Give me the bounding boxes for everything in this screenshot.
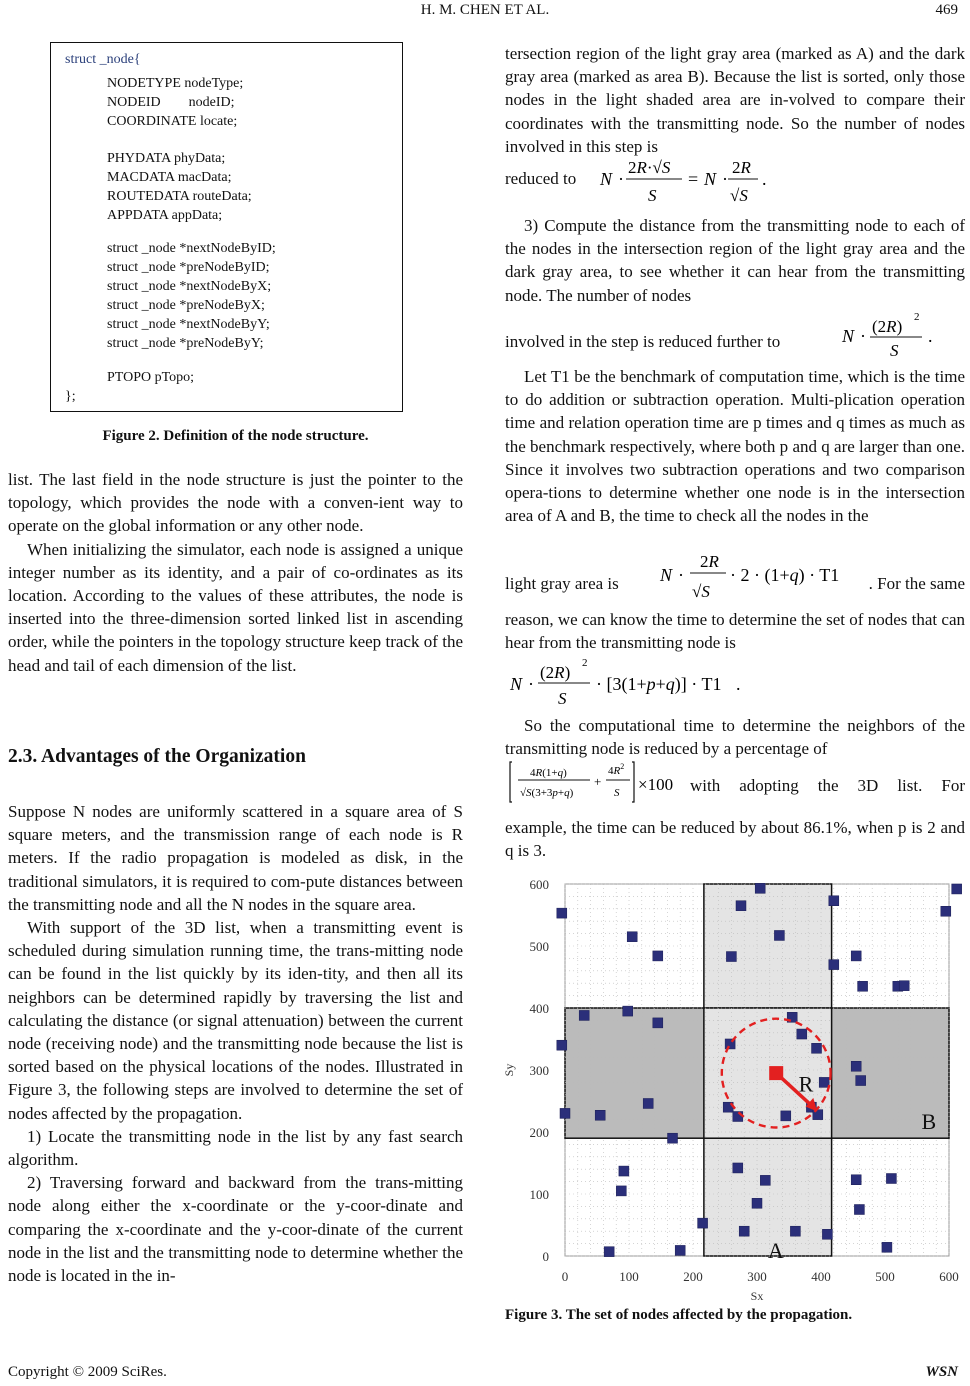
code-line: PTOPO pTopo; [107,370,195,385]
data-point [557,1040,567,1050]
svg-text:+: + [594,774,602,789]
svg-text:·: · [678,565,684,585]
section-heading: 2.3. Advantages of the Organization [8,746,306,767]
for-the-same-label: . For the same [868,574,965,593]
svg-text:·: · [528,674,534,694]
svg-text:· [3(1+p+q)] · T1: · [3(1+p+q)] · T1 [596,674,722,694]
svg-text:√S: √S [692,582,710,601]
copyright: Copyright © 2009 SciRes. [8,1364,167,1380]
data-point [851,1061,861,1071]
journal-name: WSN [925,1364,958,1380]
left-column-lower [8,800,463,1287]
data-point [790,1226,800,1236]
formula-hear-time [510,654,750,712]
code-line: struct _node *nextNodeByID; [107,241,276,256]
code-line: struct _node *nextNodeByX; [107,279,272,294]
data-point [557,908,567,918]
x-tick-label: 300 [747,1269,767,1284]
paragraph: 2) Traversing forward and backward from the trans-mitting node along either the x-coordinate or the y-coor-dinate and comparing the x-coordinate and the y-coor-dinate of the current node in the list and the transmitting node to determine whether the node is located in the in- [8,1173,463,1286]
data-point [941,906,951,916]
paragraph: 1) Locate the transmitting node in the list by any fast search algorithm. [8,1126,463,1170]
data-point [733,1163,743,1173]
svg-text:N: N [704,169,717,189]
svg-text:S: S [890,341,899,360]
data-point [736,901,746,911]
data-point [560,1108,570,1118]
right-column-block3 [505,365,965,527]
data-point [668,1133,678,1143]
data-point [653,1018,663,1028]
data-point [851,1175,861,1185]
data-point [882,1242,892,1252]
formula-reduced-to [600,147,780,207]
data-point [726,952,736,962]
y-axis-label: Sy [502,1063,516,1077]
svg-text:.: . [736,674,741,694]
right-column-block3b [505,608,965,654]
x-tick-label: 100 [619,1269,639,1284]
svg-text:=: = [688,169,699,189]
paragraph: When initializing the simulator, each node is assigned a unique integer number as its identity, and a pair of co-ordinates as its location. According to the values of these attributes, the node is inserted into the three-dimension sorted linked list in ascending order, while the pointers in the topology structure keep track of the head and tail of each dimension of the list. [8,539,463,675]
svg-text:N: N [510,674,523,694]
data-point [643,1098,653,1108]
x-tick-label: 500 [875,1269,895,1284]
running-authors: H. M. CHEN ET AL. [420,2,550,18]
left-column-upper [8,468,463,677]
data-point [698,1218,708,1228]
svg-text:N: N [600,169,613,189]
x-tick-label: 200 [683,1269,703,1284]
data-point [797,1029,807,1039]
y-tick-label: 0 [542,1249,549,1264]
light-gray-label: light gray area is [505,574,619,593]
data-point [952,884,962,894]
data-point [781,1111,791,1121]
data-point [854,1205,864,1215]
data-point [627,932,637,942]
svg-text:√S: √S [730,186,748,205]
data-point [595,1110,605,1120]
svg-text:S: S [614,787,620,799]
code-line: ROUTEDATA routeData; [107,189,252,204]
formula-involved [842,310,952,362]
svg-text:√S(3+3p+q): √S(3+3p+q) [520,787,574,799]
x-tick-label: 600 [939,1269,959,1284]
data-point [886,1174,896,1184]
data-point [760,1175,770,1185]
svg-text:N: N [660,565,673,585]
data-point [812,1043,822,1053]
y-tick-label: 400 [529,1001,549,1016]
paragraph: Let T1 be the benchmark of computation time, which is the time to do addition or subtraction operation. Multi-plication operation time and relation operation time are p times and q times as much as the benchmark respectively, where both p and q are larger than one. Since it involves two subtraction operations and two comparison opera-tions to determine whether one node is in the intersection area of A and B, the time to check all the nodes in the [505,367,965,526]
code-line: PHYDATA phyData; [107,151,226,166]
figure3-chart [502,876,965,1303]
data-point [819,1077,829,1087]
svg-text:.: . [762,169,767,189]
svg-text:·: · [618,169,624,189]
data-point [623,1006,633,1016]
data-point [774,930,784,940]
svg-text:S: S [558,689,567,708]
code-line: struct _node{ [65,52,141,67]
x-tick-label: 400 [811,1269,831,1284]
paragraph: example, the time can be reduced by about 86.1%, when p is 2 and q is 3. [505,818,965,861]
data-point [752,1198,762,1208]
data-point [899,981,909,991]
paragraph: Suppose N nodes are uniformly scattered in a square area of S square meters, and the transmission range of each node is R meters. If the radio propagation is modeled as disk, in the traditional simulators, it is required to com-pute distances between the transmitting node and all the N nodes in the square area. [8,802,463,914]
data-point [822,1229,832,1239]
data-point [856,1076,866,1086]
formula-percentage [508,760,688,808]
paragraph: So the computational time to determine the neighbors of the transmitting node is reduced by a percentage of [505,716,965,759]
data-point [579,1010,589,1020]
region-a-label: A [767,1238,784,1263]
svg-text:·: · [860,326,866,346]
code-line: struct _node *preNodeByY; [107,336,264,351]
data-point [616,1186,626,1196]
reduced-to-label: reduced to [505,169,577,188]
svg-text:2: 2 [914,311,920,323]
code-line: NODETYPE nodeType; [107,76,244,91]
with-adopting-label: with adopting the 3D list. For [690,776,965,795]
svg-text:4R(1+q): 4R(1+q) [530,767,567,779]
svg-text:2R·√S: 2R·√S [628,158,671,177]
svg-text:2R: 2R [732,158,751,177]
code-line: MACDATA macData; [107,170,232,185]
svg-text:4R2: $4R^2$ [608,762,625,777]
code-line: struct _node *nextNodeByY; [107,317,270,332]
y-tick-label: 500 [529,939,549,954]
page-header [0,0,970,24]
svg-text:(2R): (2R) [540,663,571,682]
y-tick-label: 100 [529,1187,549,1202]
figure3-caption: Figure 3. The set of nodes affected by the propagation. [505,1307,853,1323]
y-tick-label: 200 [529,1125,549,1140]
svg-text:N: N [842,326,855,346]
paragraph: 3) Compute the distance from the transmitting node to each of the nodes in the intersection region of the light gray area and the dark gray area, to see whether it can hear from the transmitting node. The number of nodes [505,216,965,305]
paragraph: list. The last field in the node structure is just the pointer to the topology, which provides the node with a conven-ient way to operate on the global information or any other node. [8,470,463,536]
radius-label: R [798,1071,814,1097]
data-point [739,1226,749,1236]
data-point [829,896,839,906]
data-point [619,1166,629,1176]
data-point [675,1245,685,1255]
data-point [604,1247,614,1257]
svg-text:2R: 2R [700,552,719,571]
data-point [851,951,861,961]
right-column-block4b [505,816,965,862]
region-b-label: B [921,1108,937,1134]
paragraph: tersection region of the light gray area (marked as A) and the dark gray area (marked as area B). Because the list is sorted, only those nodes in the light shaded area are in-volved to compare their coordinates with the transmitting node. So the number of nodes involved in this step is [505,44,965,156]
y-tick-label: 300 [529,1063,549,1078]
code-line: struct _node *preNodeByX; [107,298,265,313]
code-line: struct _node *preNodeByID; [107,260,270,275]
right-column-block1 [505,42,965,158]
y-tick-label: 600 [529,877,549,892]
formula-light-gray-time [660,547,840,605]
svg-text:S: S [648,186,657,205]
code-line: NODEID nodeID; [107,95,235,110]
svg-text:(2R): (2R) [872,317,903,336]
svg-text:2: 2 [582,657,588,669]
code-line: COORDINATE locate; [107,114,238,129]
svg-text:.: . [928,326,933,346]
svg-text:×100: ×100 [638,775,674,794]
svg-text:· 2 · (1+q) · T1: · 2 · (1+q) · T1 [730,565,840,585]
data-point [829,960,839,970]
involved-label: involved in the step is reduced further to [505,332,781,351]
data-point [858,981,868,991]
svg-text:·: · [722,169,728,189]
transmitting-node [769,1066,783,1080]
paragraph: With support of the 3D list, when a transmitting event is scheduled during simulation running time, the trans-mitting node can be found in the list quickly by its iden-tity, and then all its neighbors can be determined rapidly by traversing the list and calculating the distance (or signal attenuation) between the current node (receiving node) and the transmitting node because the list is sorted based on the physical locations of the nodes. Illustrated in Figure 3, the following steps are involved to determine the set of nodes affected by the propagation. [8,918,463,1123]
data-point [755,883,765,893]
code-line: }; [65,389,76,404]
data-point [653,951,663,961]
code-line: APPDATA appData; [107,208,223,223]
x-tick-label: 0 [561,1269,569,1284]
page-number: 469 [935,2,958,18]
paragraph: reason, we can know the time to determine the set of nodes that can hear from the transmitting node is [505,610,965,653]
code-listing-box [50,42,403,412]
x-axis-label: Sx [750,1289,764,1303]
figure2-caption: Figure 2. Definition of the node structure. [102,428,369,444]
right-column-block2 [505,214,965,307]
right-column-block4 [505,714,965,760]
